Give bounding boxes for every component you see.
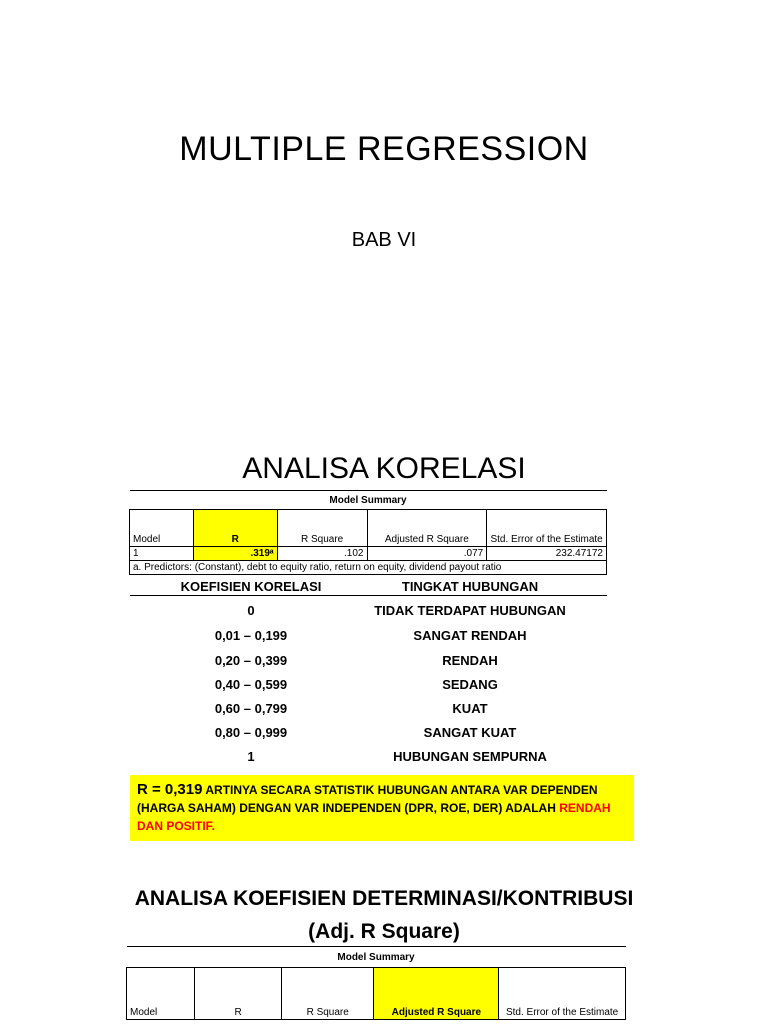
section-title-correlation: ANALISA KORELASI — [242, 452, 526, 485]
correlation-level: SEDANG — [442, 677, 498, 692]
cell-model: 1 — [130, 547, 194, 561]
chapter-subtitle: BAB VI — [351, 229, 417, 251]
correlation-level: TIDAK TERDAPAT HUBUNGAN — [374, 603, 566, 618]
page-title: MULTIPLE REGRESSION — [179, 130, 589, 168]
conclusion-r-value: R = 0,319 — [137, 781, 203, 798]
cell-adjusted-r-square: .077 — [367, 547, 487, 561]
correlation-header-coefficient: KOEFISIEN KORELASI — [180, 579, 322, 594]
model-summary-table-2 — [126, 946, 626, 1020]
correlation-range: 0,20 – 0,399 — [214, 653, 288, 668]
correlation-level: SANGAT KUAT — [423, 725, 517, 740]
header-adjusted-r-square: Adjusted R Square — [374, 968, 499, 1020]
header-std-error: Std. Error of the Estimate — [487, 510, 607, 547]
correlation-range: 0,80 – 0,999 — [214, 725, 288, 740]
header-r: R — [193, 510, 277, 547]
header-std-error: Std. Error of the Estimate — [499, 968, 626, 1020]
header-model: Model — [127, 968, 195, 1020]
model-summary-table-1 — [129, 490, 607, 575]
section-title-line-2: (Adj. R Square) — [308, 920, 460, 943]
model-summary-caption: Model Summary — [127, 947, 626, 968]
header-r-square: R Square — [277, 510, 367, 547]
cell-std-error: 232.47172 — [487, 547, 607, 561]
correlation-range: 0,01 – 0,199 — [214, 628, 288, 643]
correlation-range: 1 — [247, 749, 255, 764]
conclusion-box — [130, 775, 634, 841]
model-summary-caption: Model Summary — [130, 491, 607, 510]
conclusion-emphasis: RENDAH DAN POSITIF. — [137, 801, 611, 833]
cell-r-value: .319ᵃ — [193, 547, 277, 561]
correlation-level: KUAT — [452, 701, 488, 716]
correlation-level: SANGAT RENDAH — [413, 628, 527, 643]
section-title-determination — [0, 882, 768, 948]
conclusion-text: ARTINYA SECARA STATISTIK HUBUNGAN ANTARA VAR DEPENDEN (HARGA SAHAM) DENGAN VAR INDEPENDEN (DPR, ROE, DER) ADALAH — [137, 783, 598, 815]
predictors-note: a. Predictors: (Constant), debt to equity ratio, return on equity, dividend payout ratio — [130, 561, 607, 575]
correlation-header-divider — [130, 595, 607, 596]
correlation-header-level: TINGKAT HUBUNGAN — [401, 579, 539, 594]
header-r-square: R Square — [281, 968, 374, 1020]
header-adjusted-r-square: Adjusted R Square — [367, 510, 487, 547]
correlation-range: 0,40 – 0,599 — [214, 677, 288, 692]
correlation-range: 0 — [247, 603, 255, 618]
header-r: R — [195, 968, 282, 1020]
correlation-level: HUBUNGAN SEMPURNA — [393, 749, 547, 764]
section-title-line-1: ANALISA KOEFISIEN DETERMINASI/KONTRIBUSI — [134, 887, 634, 910]
correlation-range: 0,60 – 0,799 — [214, 701, 288, 716]
header-model: Model — [130, 510, 194, 547]
cell-r-square: .102 — [277, 547, 367, 561]
correlation-level: RENDAH — [442, 653, 498, 668]
